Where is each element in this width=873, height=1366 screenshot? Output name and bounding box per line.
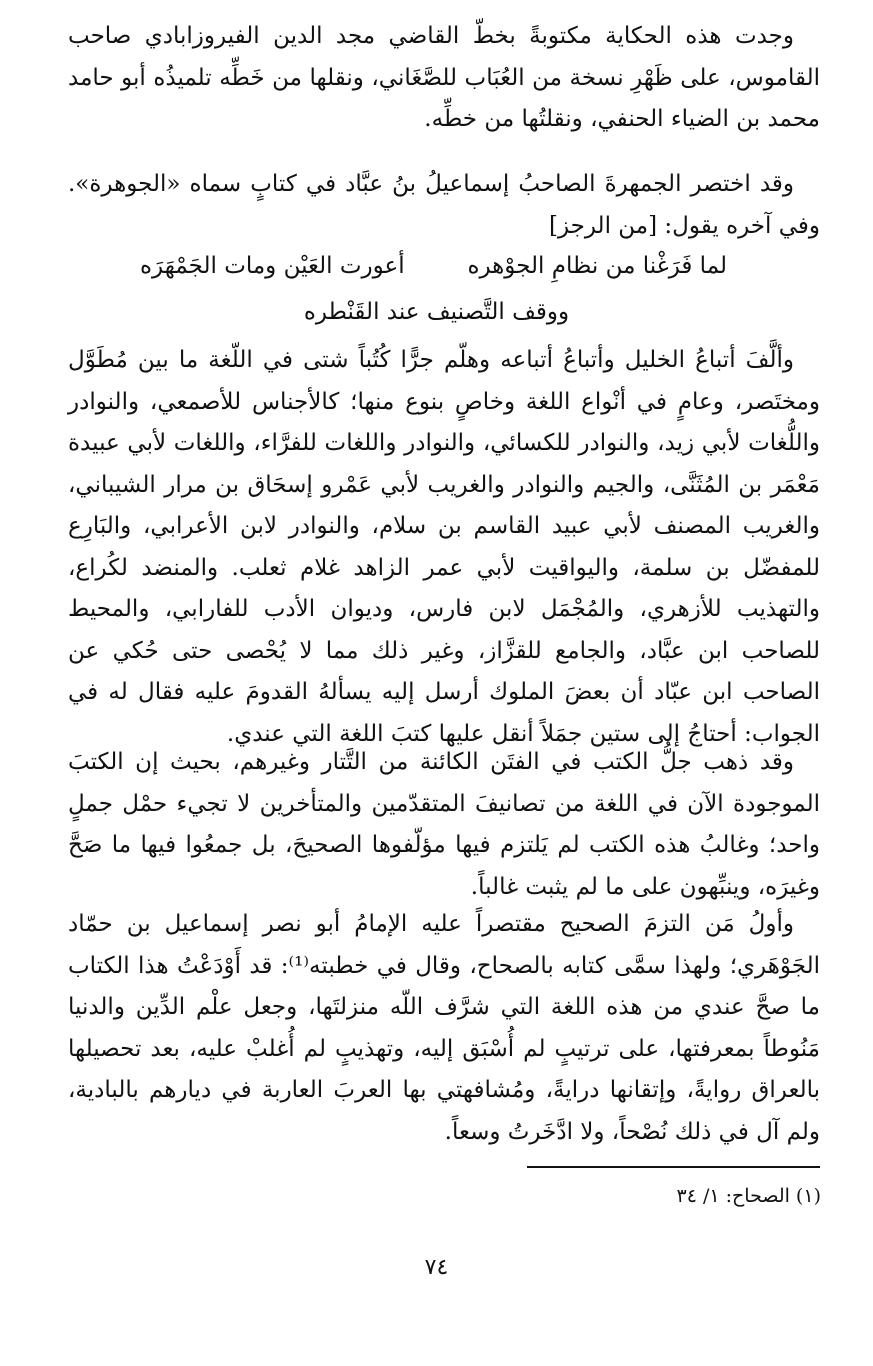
paragraph-text: وألَّفَ أتباعُ الخليل وأتباعُ أتباعه وهلّم جرًّا كُتُباً شتى في اللّغة ما بين مُطَوَّل ومختَصر، وعامٍ في أنْواع اللغة وخاصٍ بنوع منها؛ كالأجناس للأصمعي، والنوادر واللُّغات لأبي زيد، والنوادر للكسائي، والنوادر واللغات للفرَّاء، واللغات لأبي عبيدة مَعْمَر بن المُثَنَّى، والجيم والنوادر والغريب لأبي عَمْرو إسحَاق بن مرار الشيباني، والغريب المصنف لأبي عبيد القاسم بن سلام، والنوادر لابن الأعرابي، والبَارِع للمفضّل بن سلمة، واليواقيت لأبي عمر الزاهد غلام ثعلب. والمنضد لكُراع، والتهذيب للأزهري، والمُجْمَل لابن فارس، وديوان الأدب للفارابي، والمحيط للصاحب ابن عبَّاد، والجامع للقزَّاز، وغير ذلك مما لا يُحْصى حتى حُكي عن الصاحب ابن عبّاد أن بعضَ الملوك أرسل إليه يسألهُ القدومَ عليه فقال له في الجواب: أحتاجُ إلى ستين جمَلاً أنقل عليها كتبَ اللغة التي عندي.: [68, 347, 820, 747]
paragraph-text: وجدت هذه الحكاية مكتوبةً بخطّ القاضي مجد الدين الفيروزابادي صاحب القاموس، على ظَهْرِ نسخة من العُبَاب للصَّغَاني، ونقلها من خَطِّه تلميذُه أبو حامد محمد بن الضياء الحنفي، ونقلتُها من خطِّه.: [68, 23, 820, 132]
poem-closing-line: ووقف التَّصنيف عند القَنْطره: [303, 299, 570, 325]
paragraph-jawhara-story: [68, 16, 820, 141]
paragraph-followers-works: [68, 340, 820, 755]
paragraph-lost-books: [68, 742, 820, 908]
paragraph-text: وقد اختصر الجمهرةَ الصاحبُ إسماعيلُ بنُ عبَّاد في كتابٍ سماه «الجوهرة». وفي آخره يقول: [من الرجز]: [68, 171, 820, 239]
paragraph-jawhari-sihah: [68, 904, 820, 1153]
poem-hemistich-second: أعورت العَيْن ومات الجَمْهَرَه: [140, 253, 405, 279]
poem-hemistich-first: لما فَرَغْنا من نظامِ الجوْهره: [467, 253, 727, 279]
paragraph-jamhara-summary: [68, 164, 820, 247]
footnote-divider: [527, 1166, 820, 1168]
paragraph-text: وقد ذهب جلُّ الكتب في الفتَن الكائنة من التَّتار وغيرهم، بحيث إن الكتبَ الموجودة الآن في اللغة من تصانيفَ المتقدّمين والمتأخرين لا تجيء حمْل جملٍ واحد؛ وغالبُ هذه الكتب لم يَلتزم فيها مؤلّفوها الصحيحَ، بل جمعُوا فيها ما صَحَّ وغيرَه، وينبِّهون على ما لم يثبت غالباً.: [68, 749, 820, 900]
footnote: (١) الصحاح: ١/ ٣٤: [676, 1185, 821, 1207]
page-number: ٧٤: [424, 1255, 449, 1280]
paragraph-text: وأولُ مَن التزمَ الصحيح مقتصراً عليه الإمامُ أبو نصر إسماعيل بن حمّاد الجَوْهَري؛ ولهذا سمَّى كتابه بالصحاح، وقال في خطبته⁽¹⁾: قد أَوْدَعْتُ هذا الكتاب ما صحَّ عندي من هذه اللغة التي شرَّف اللّه منزلتَها، وجعل علْم الدِّين والدنيا مَنُوطاً بمعرفتها، على ترتيبٍ لم أُسْبَق إليه، وتهذيبٍ لم أُغلبْ عليه، بعد تحصيلها بالعراق روايةً، وإتقانها درايةً، ومُشافهتي بها العربَ العاربة في ديارهم بالبادية، ولم آل في ذلك نُصْحاً، ولا ادَّخَرتُ وسعاً.: [68, 911, 820, 1145]
